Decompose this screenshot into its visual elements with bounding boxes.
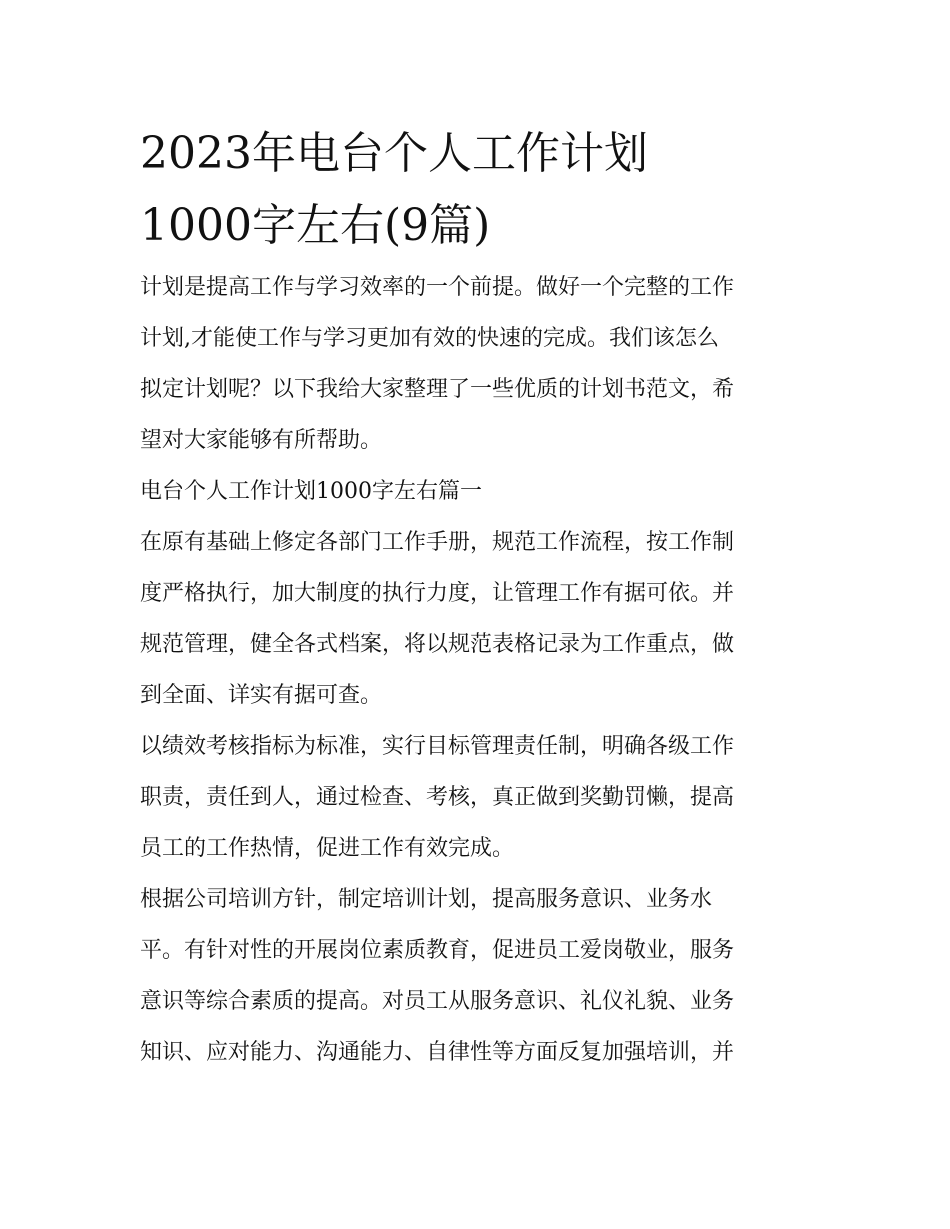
text-line: 在原有基础上修定各部门工作手册，规范工作流程，按工作制 bbox=[140, 530, 735, 555]
text-line: 职责，责任到人，通过检查、考核，真正做到奖勤罚懒，提高 bbox=[140, 785, 735, 810]
text-line: 到全面、详实有据可查。 bbox=[140, 683, 383, 708]
text-line: 望对大家能够有所帮助。 bbox=[140, 428, 383, 453]
text-line: 意识等综合素质的提高。对员工从服务意识、礼仪礼貌、业务 bbox=[140, 989, 735, 1014]
text-line: 规范管理，健全各式档案，将以规范表格记录为工作重点，做 bbox=[140, 632, 735, 657]
document-title bbox=[140, 118, 812, 262]
text-line: 度严格执行，加大制度的执行力度，让管理工作有据可依。并 bbox=[140, 581, 735, 606]
text-line: 根据公司培训方针，制定培训计划，提高服务意识、业务水 bbox=[140, 887, 713, 912]
intro-paragraph bbox=[140, 262, 812, 466]
body-paragraph bbox=[140, 721, 812, 874]
text-line: 计划是提高工作与学习效率的一个前提。做好一个完整的工作 bbox=[140, 275, 735, 300]
text-line: 知识、应对能力、沟通能力、自律性等方面反复加强培训，并 bbox=[140, 1040, 735, 1065]
document-content bbox=[140, 118, 812, 1078]
text-line: 以绩效考核指标为标准，实行目标管理责任制，明确各级工作 bbox=[140, 734, 735, 759]
title-line: 1000字左右(9篇) bbox=[140, 200, 491, 251]
section-heading: 电台个人工作计划1000字左右篇一 bbox=[140, 479, 482, 504]
body-paragraph bbox=[140, 517, 812, 721]
text-line: 员工的工作热情，促进工作有效完成。 bbox=[140, 836, 515, 861]
text-line: 计划,才能使工作与学习更加有效的快速的完成。我们该怎么 bbox=[140, 326, 719, 351]
body-paragraph bbox=[140, 874, 812, 1078]
text-line: 平。有针对性的开展岗位素质教育，促进员工爱岗敬业，服务 bbox=[140, 938, 735, 963]
title-line: 2023年电台个人工作计划 bbox=[140, 128, 648, 179]
text-line: 拟定计划呢？以下我给大家整理了一些优质的计划书范文，希 bbox=[140, 377, 735, 402]
